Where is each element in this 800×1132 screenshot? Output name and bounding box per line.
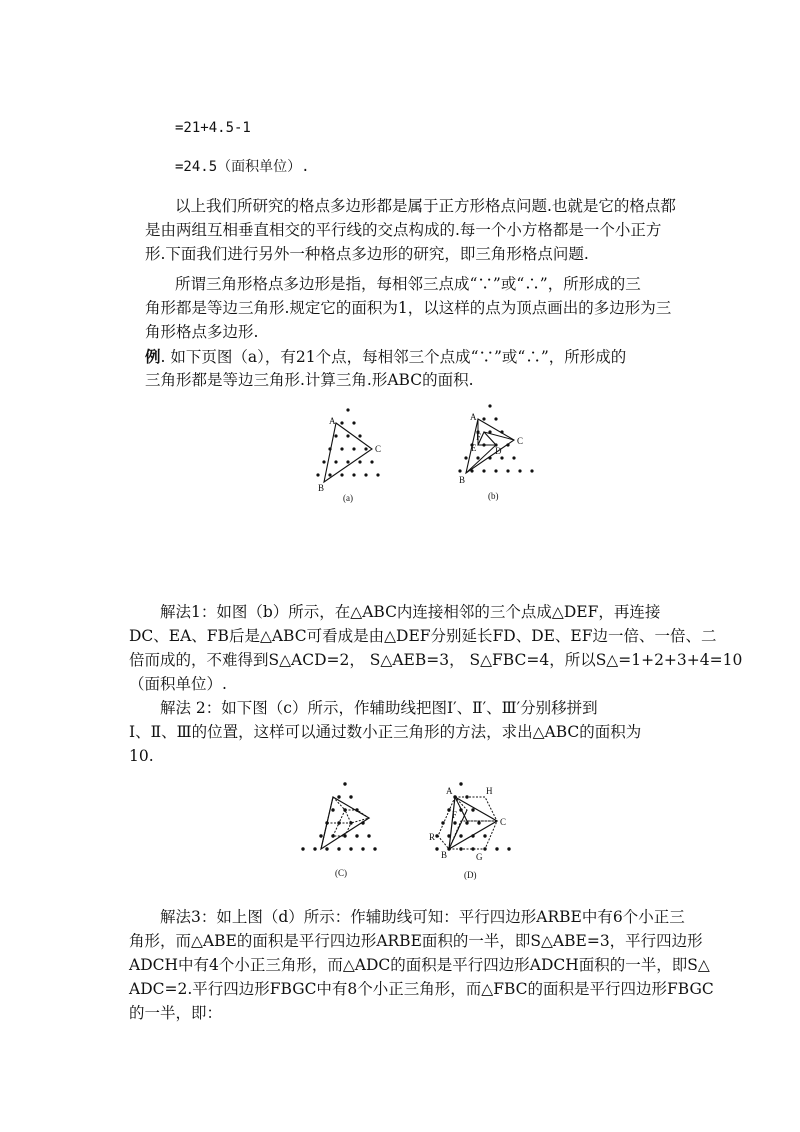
fig-d-label-h: H (486, 786, 493, 796)
figure-c (300, 778, 410, 883)
aux-region-1 (327, 797, 345, 823)
line-dc (484, 432, 514, 440)
fig-d-label-g: G (476, 852, 483, 862)
fig-d-label-f: F (452, 810, 458, 820)
para1-line-2: 是由两组互相垂直相交的平行线的交点构成的.每一个小方格都是一个小正方 (145, 221, 662, 239)
example-line-2: 三角形都是等边三角形.计算三角.形ABC的面积. (145, 371, 474, 389)
fig-d-label-c: C (500, 817, 507, 827)
example-line-1 (145, 346, 626, 368)
fig-a-label-a: A (329, 416, 336, 426)
fig-d-label-b: B (441, 850, 448, 860)
fig-a-label-c: C (375, 444, 382, 454)
figure-d (428, 778, 538, 883)
sol3-line-2: 角形，而△ABE的面积是平行四边形ARBE面积的一半，即S△ABE=3，平行四边形 (129, 932, 703, 950)
para2-line-1: 所谓三角形格点多边形是指，每相邻三点成“∵”或“∴”，所形成的三 (175, 275, 641, 293)
sol3-line-1: 解法3：如上图（d）所示：作辅助线可知：平行四边形ARBE中有6个小正三 (160, 908, 685, 926)
sol3-line-3: ADCH中有4个小正三角形，而△ADC的面积是平行四边形ADCH面积的一半，即S△ (129, 956, 710, 974)
fig-d-label-r: R (429, 832, 436, 842)
para1-line-1: 以上我们所研究的格点多边形都是属于正方形格点问题.也就是它的格点都 (175, 197, 676, 215)
sol1-line-1: 解法1：如图（b）所示，在△ABC内连接相邻的三个点成△DEF，再连接 (160, 603, 661, 621)
fig-b-label-f: F (476, 432, 482, 442)
fig-a-label-b: B (318, 483, 325, 493)
fig-b-caption: (b) (488, 491, 499, 501)
figure-b (455, 398, 565, 503)
calc-line-2: =24.5（面积单位）. (175, 159, 310, 175)
calc-line-1: =21+4.5-1 (175, 120, 251, 136)
sol2-line-1: 解法 2：如下图（c）所示，作辅助线把图Ⅰ′、Ⅱ′、Ⅲ′分别移拼到 (160, 699, 598, 717)
aux-region-3 (333, 823, 351, 836)
figure-a-dot-grid (316, 408, 382, 476)
fig-d-label-a: A (446, 786, 453, 796)
sol3-line-5: 的一半，即： (129, 1004, 223, 1022)
sol1-line-4: （面积单位）. (129, 675, 227, 693)
fig-b-label-a: A (470, 412, 477, 422)
para1-line-3: 形.下面我们进行另外一种格点多边形的研究，即三角形格点问题. (145, 245, 589, 263)
sol1-line-3: 倍而成的，不难得到S△ACD=2， S△AEB=3， S△FBC=4，所以S△=1+2+3+4=10 (129, 651, 743, 669)
para2-line-3: 角形格点多边形. (145, 323, 259, 341)
figure-a (300, 400, 410, 505)
example-label: 例 (145, 347, 161, 366)
para2-line-2: 角形都是等边三角形.规定它的面积为1，以这样的点为顶点画出的多边形为三 (145, 299, 672, 317)
fig-b-label-c: C (517, 436, 524, 446)
sol1-line-2: DC、EA、FB后是△ABC可看成是由△DEF分别延长FD、DE、EF边一倍、一倍、二 (129, 627, 717, 645)
fig-b-label-d: D (495, 446, 502, 456)
fig-a-caption: (a) (343, 493, 353, 503)
example-text: . 如下页图（a），有21个点，每相邻三个点成“∵”或“∴”，所形成的 (160, 348, 627, 366)
triangle-abc (324, 423, 372, 482)
sol2-line-2: Ⅰ、Ⅱ、Ⅲ的位置，这样可以通过数小正三角形的方法，求出△ABC的面积为 (129, 723, 642, 741)
sol2-line-3: 10. (129, 747, 154, 765)
fig-b-label-b: B (459, 475, 466, 485)
fig-b-label-e: E (471, 443, 477, 453)
fig-c-caption: (C) (335, 868, 347, 878)
fig-d-caption: (D) (464, 870, 477, 880)
sol3-line-4: ADC=2.平行四边形FBGC中有8个小正三角形，而△FBC的面积是平行四边形FBGC (129, 980, 714, 998)
